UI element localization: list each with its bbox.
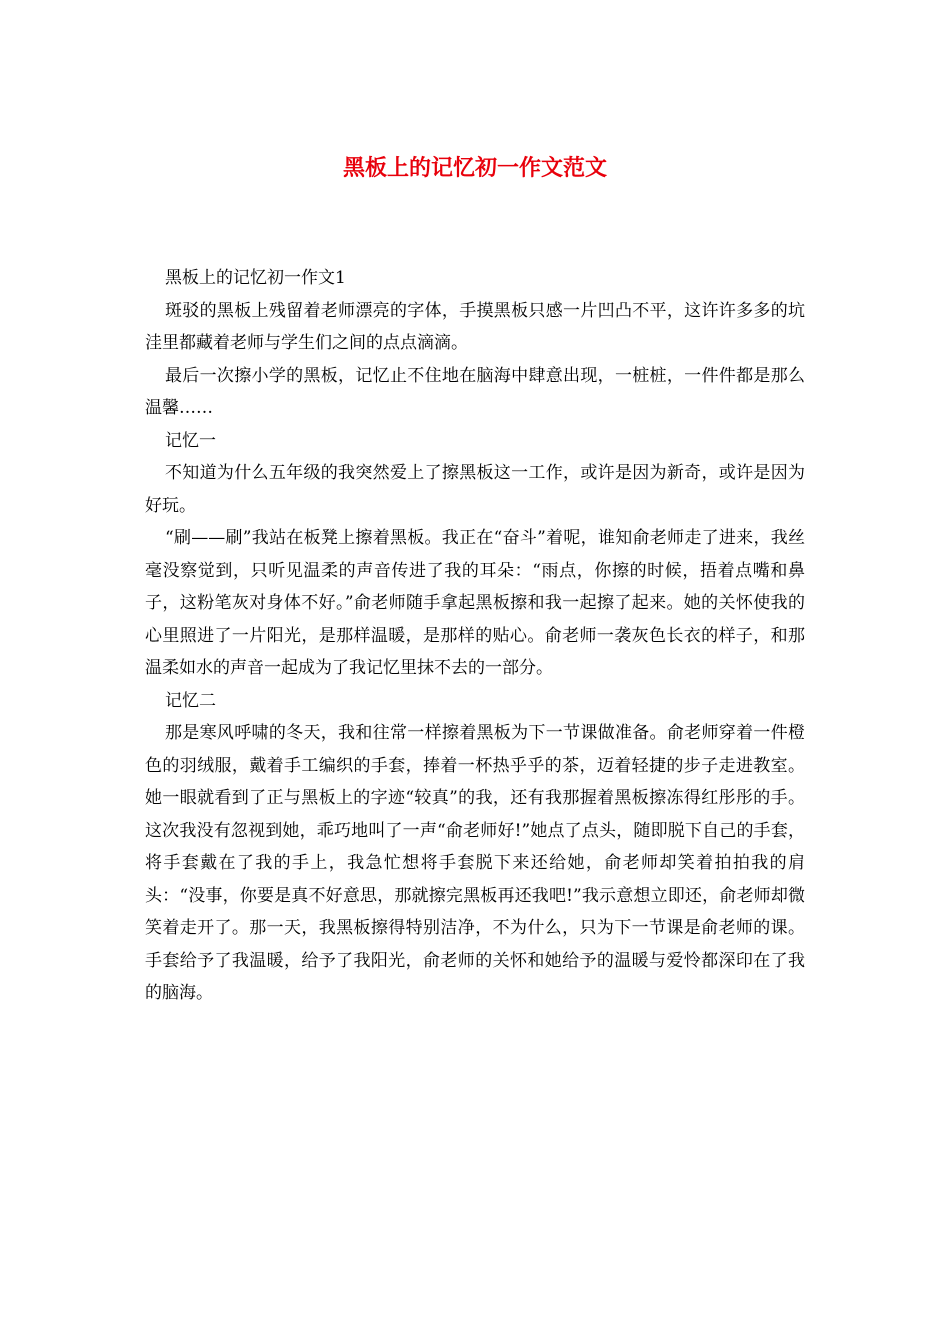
document-body — [145, 262, 805, 1010]
paragraph: 斑驳的黑板上残留着老师漂亮的字体，手摸黑板只感一片凹凸不平，这许许多多的坑洼里都藏着老师与学生们之间的点点滴滴。 — [145, 300, 805, 353]
section-heading: 黑板上的记忆初一作文1 — [165, 268, 346, 288]
paragraph: “刷——刷”我站在板凳上擦着黑板。我正在“奋斗”着呢，谁知俞老师走了进来，我丝毫没察觉到，只听见温柔的声音传进了我的耳朵：“雨点，你擦的时候，捂着点嘴和鼻子，这粉笔灰对身体不好。”俞老师随手拿起黑板擦和我一起擦了起来。她的关怀使我的心里照进了一片阳光，是那样温暖，是那样的贴心。俞老师一袭灰色长衣的样子，和那温柔如水的声音一起成为了我记忆里抹不去的一部分。 — [145, 528, 805, 678]
paragraph: 最后一次擦小学的黑板，记忆止不住地在脑海中肆意出现，一桩桩，一件件都是那么温馨…… — [145, 365, 805, 418]
memory-heading: 记忆一 — [165, 430, 216, 451]
paragraph: 不知道为什么五年级的我突然爱上了擦黑板这一工作，或许是因为新奇，或许是因为好玩。 — [145, 463, 805, 516]
paragraph: 那是寒风呼啸的冬天，我和往常一样擦着黑板为下一节课做准备。俞老师穿着一件橙色的羽绒服，戴着手工编织的手套，捧着一杯热乎乎的茶，迈着轻捷的步子走进教室。她一眼就看到了正与黑板上的字迹“较真”的我，还有我那握着黑板擦冻得红彤彤的手。这次我没有忽视到她，乖巧地叫了一声“俞老师好!”她点了点头，随即脱下自己的手套，将手套戴在了我的手上，我急忙想将手套脱下来还给她，俞老师却笑着拍拍我的肩头：“没事，你要是真不好意思，那就擦完黑板再还我吧!”我示意想立即还，俞老师却微笑着走开了。那一天，我黑板擦得特别洁净，不为什么，只为下一节课是俞老师的课。手套给予了我温暖，给予了我阳光，俞老师的关怀和她给予的温暖与爱怜都深印在了我的脑海。 — [145, 723, 805, 1003]
document-title: 黑板上的记忆初一作文范文 — [342, 155, 607, 181]
memory-heading: 记忆二 — [165, 690, 216, 711]
